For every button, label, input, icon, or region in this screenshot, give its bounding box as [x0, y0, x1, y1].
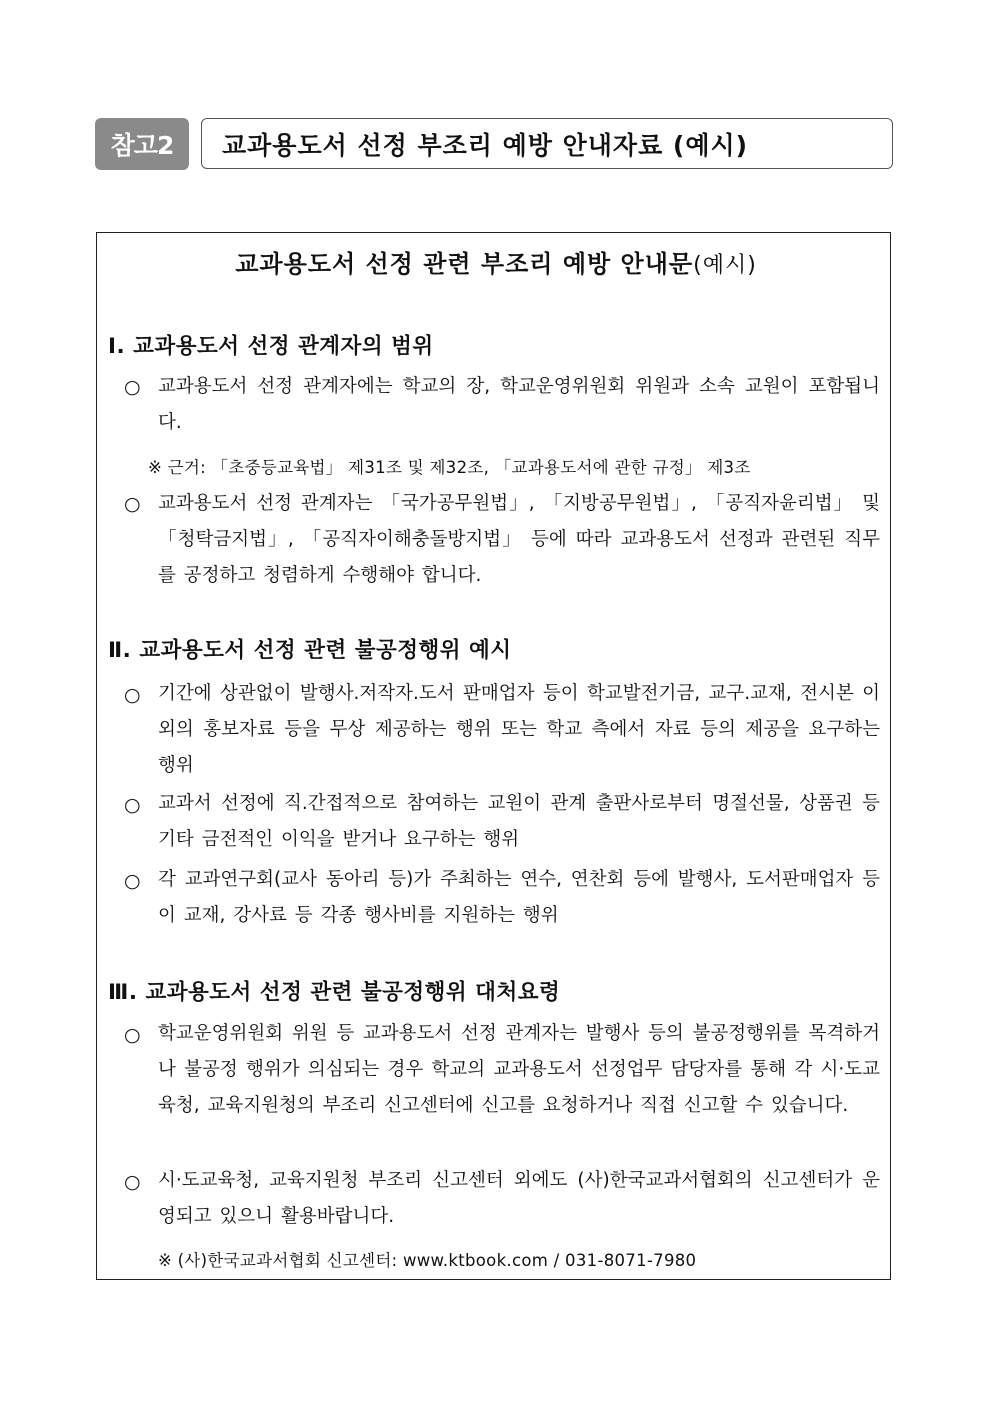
section-3-item-1: 학교운영위원회 위원 등 교과용도서 선정 관계자는 발행사 등의 불공정행위를 목격하거나 불공정 행위가 의심되는 경우 학교의 교과용도서 선정업무 담당자를 통해 각 시·도교육청, 교육지원청의 부조리 신고센터에 신고를 요청하거나 직접 신고할 수 있습니다. — [158, 1023, 880, 1116]
section-3-item-2: 시·도교육청, 교육지원청 부조리 신고센터 외에도 (사)한국교과서협회의 신고센터가 운영되고 있으니 활용바랍니다. — [158, 1170, 880, 1227]
bullet-icon: ○ — [124, 1171, 141, 1193]
notice-title-main: 교과용도서 선정 관련 부조리 예방 안내문 — [235, 250, 694, 278]
report-center-contact-note: ※ (사)한국교과서협회 신고센터: www.ktbook.com / 031-8071-7980 — [158, 1251, 697, 1270]
notice-title — [0, 244, 992, 279]
bullet-icon: ○ — [124, 684, 141, 706]
section-1-item-1: 교과용도서 선정 관계자에는 학교의 장, 학교운영위원회 위원과 소속 교원이 포함됩니다. — [158, 376, 880, 433]
notice-title-suffix: (예시) — [693, 253, 757, 278]
section-2-heading: Ⅱ. 교과용도서 선정 관련 불공정행위 예시 — [108, 638, 512, 663]
section-1-heading: Ⅰ. 교과용도서 선정 관계자의 범위 — [108, 334, 434, 359]
reference-badge: 참고2 — [95, 118, 189, 170]
bullet-icon: ○ — [124, 376, 141, 398]
section-2-item-3: 각 교과연구회(교사 동아리 등)가 주최하는 연수, 연찬회 등에 발행사, 도서판매업자 등이 교재, 강사료 등 각종 행사비를 지원하는 행위 — [158, 869, 880, 926]
bullet-icon: ○ — [124, 1024, 141, 1046]
section-3-heading: Ⅲ. 교과용도서 선정 관련 불공정행위 대처요령 — [108, 980, 561, 1005]
section-2-item-2: 교과서 선정에 직.간접적으로 참여하는 교원이 관계 출판사로부터 명절선물, 상품권 등 기타 금전적인 이익을 받거나 요구하는 행위 — [158, 793, 880, 850]
section-1-item-2: 교과용도서 선정 관계자는 「국가공무원법」, 「지방공무원법」, 「공직자윤리법」 및 「청탁금지법」, 「공직자이해충돌방지법」 등에 따라 교과용도서 선정과 관련된 직무를 공정하고 청렴하게 수행해야 합니다. — [158, 493, 880, 586]
bullet-icon: ○ — [124, 493, 141, 515]
bullet-icon: ○ — [124, 794, 141, 816]
section-1-legal-basis-note: ※ 근거: 「초중등교육법」 제31조 및 제32조, 「교과용도서에 관한 규정」 제3조 — [148, 458, 751, 477]
document-header-title: 교과용도서 선정 부조리 예방 안내자료 (예시) — [201, 118, 893, 169]
bullet-icon: ○ — [124, 870, 141, 892]
section-2-item-1: 기간에 상관없이 발행사.저작자.도서 판매업자 등이 학교발전기금, 교구.교재, 전시본 이외의 홍보자료 등을 무상 제공하는 행위 또는 학교 측에서 자료 등의 제공을 요구하는 행위 — [158, 683, 880, 776]
